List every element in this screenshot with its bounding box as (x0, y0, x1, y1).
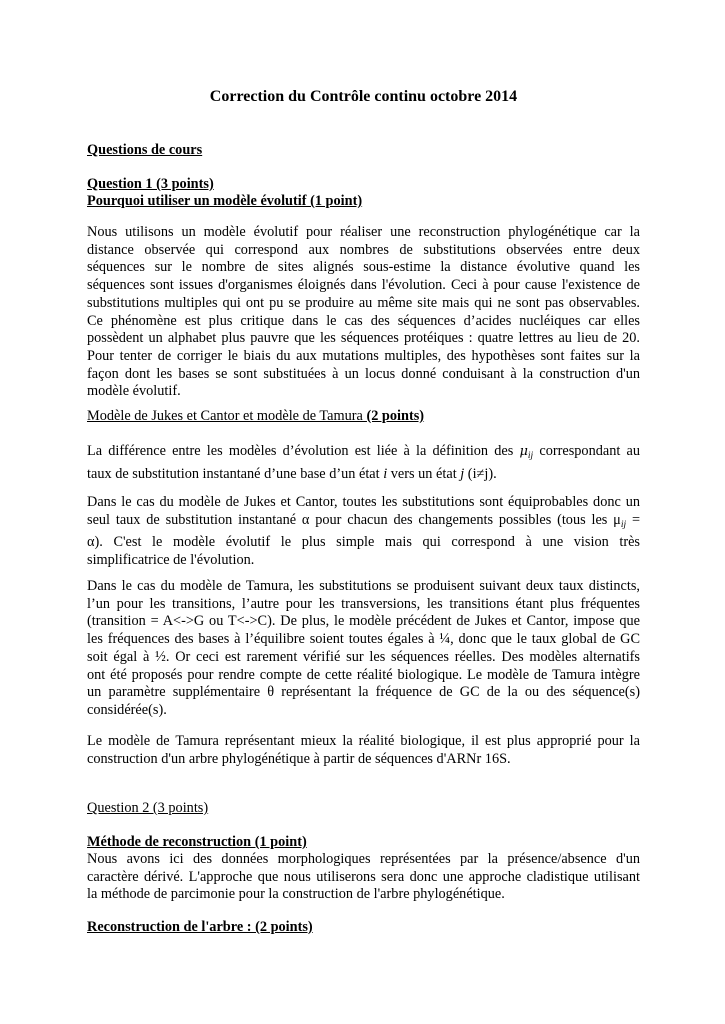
text-line: substitutions multiples qui ont pu se produire au même site mais qui ne sont pas observables. (87, 294, 640, 311)
paragraph-method (87, 851, 640, 904)
tree-heading: Reconstruction de l'arbre : (2 points) (87, 919, 313, 935)
text-fragment: taux de substitution instantané d’une base d’un état (87, 465, 384, 482)
text-fragment: vers un état (387, 465, 461, 482)
text-line: les fréquences des bases à l’équilibre soient toutes égales à ¼, donc que le taux global de GC (87, 631, 640, 648)
text-line: Nous avons ici des données morphologiques représentées par la présence/absence d'un (87, 851, 640, 867)
text-line: séquences sur le nombre de sites alignés sous-estime la distance évolutive quand les (87, 259, 640, 276)
text-line: Dans le cas du modèle de Jukes et Cantor, toutes les substitutions sont équiprobables donc un (87, 494, 640, 510)
models-heading-text: Modèle de Jukes et Cantor et modèle de Tamura (87, 408, 367, 424)
text-fragment: = (626, 511, 641, 528)
mu-subscript: ij (620, 519, 627, 530)
text-line: Nous utilisons un modèle évolutif pour réaliser une reconstruction phylogénétique car la (87, 224, 640, 240)
question-2-heading: Question 2 (3 points) (87, 800, 209, 816)
text-line: soit égal à ½. Or ceci est rarement vérifié sur les séquences réelles. Des modèles alternatifs (87, 648, 640, 665)
text-line: séquences sont issues d'organismes éloignés dans l'évolution. Ceci à pour cause l'existence de (87, 277, 640, 294)
paragraph-tamura-conclusion (87, 733, 640, 768)
paragraph-tamura (87, 578, 640, 720)
text-line: la méthode de parcimonie pour la construction de l'arbre phylogénétique. (87, 886, 505, 903)
text-line: construction d'un arbre phylogénétique à partir de séquences d'ARNr 16S. (87, 750, 511, 767)
text-line: (transition = A<->G ou T<->C). De plus, le modèle précédent de Jukes et Cantor, impose que (87, 613, 640, 630)
models-heading-points: (2 points) (366, 408, 425, 424)
text-line: Le modèle de Tamura représentant mieux la réalité biologique, il est plus approprié pour la (87, 733, 640, 749)
text-fragment: correspondant au (533, 443, 640, 459)
state-j: j (460, 465, 465, 482)
text-line (87, 443, 640, 466)
method-heading: Méthode de reconstruction (1 point) (87, 834, 307, 850)
text-line: considérée(s). (87, 701, 167, 718)
state-i: i (383, 465, 388, 482)
text-line (87, 466, 640, 484)
question-1-subheading: Pourquoi utiliser un modèle évolutif (1 point) (87, 193, 363, 209)
text-fragment: (i≠j). (464, 465, 497, 482)
text-line: simplificatrice de l'évolution. (87, 552, 255, 569)
text-line: Dans le cas du modèle de Tamura, les substitutions se produisent suivant deux taux distincts, (87, 578, 640, 594)
text-line: modèle évolutif. (87, 383, 181, 400)
models-heading (87, 408, 640, 426)
text-line (87, 512, 640, 535)
mu-subscript: ij (527, 451, 534, 461)
text-line: α). C'est le modèle évolutif le plus simple mais qui correspond à une vision très (87, 534, 640, 551)
text-line: distance observée qui correspond aux nombres de substitutions observées entre deux (87, 241, 640, 258)
text-line: caractère dérivé. L'approche que nous utiliserons sera donc une approche cladistique utilisant (87, 868, 640, 885)
section-heading: Questions de cours (87, 142, 203, 158)
paragraph-evolutive-model (87, 224, 640, 401)
paragraph-model-difference (87, 443, 640, 483)
text-line: l’un pour les transitions, l’autre pour les transversions, les transitions étant plus fréquentes (87, 595, 640, 612)
text-line: un paramètre supplémentaire θ représentant la fréquence de GC de la ou des séquence(s) (87, 684, 640, 701)
text-line: possèdent un alphabet plus pauvre que les séquences protéiques : quatre lettres au lieu de 20. (87, 330, 640, 347)
text-fragment: seul taux de substitution instantané α pour chacun des changements possibles (tous les μ (87, 511, 621, 528)
mu-symbol: μ (519, 444, 528, 459)
text-line: Pour tenter de corriger le biais du aux mutations multiples, des hypothèses sont faites sur la (87, 347, 640, 364)
text-line: façon dont les bases se sont substituées à un locus donné conduisant à la construction d'un (87, 365, 640, 382)
text-line: ont été proposés pour rendre compte de cette réalité biologique. Le modèle de Tamura intègre (87, 666, 640, 683)
text-line: Ce phénomène est plus critique dans le cas des séquences d’acides nucléiques car elles (87, 312, 640, 329)
page-title: Correction du Contrôle continu octobre 2014 (209, 88, 518, 105)
paragraph-jukes-cantor (87, 494, 640, 570)
text-fragment: La différence entre les modèles d’évolution est liée à la définition des (87, 443, 520, 459)
question-1-heading: Question 1 (3 points) (87, 176, 214, 192)
